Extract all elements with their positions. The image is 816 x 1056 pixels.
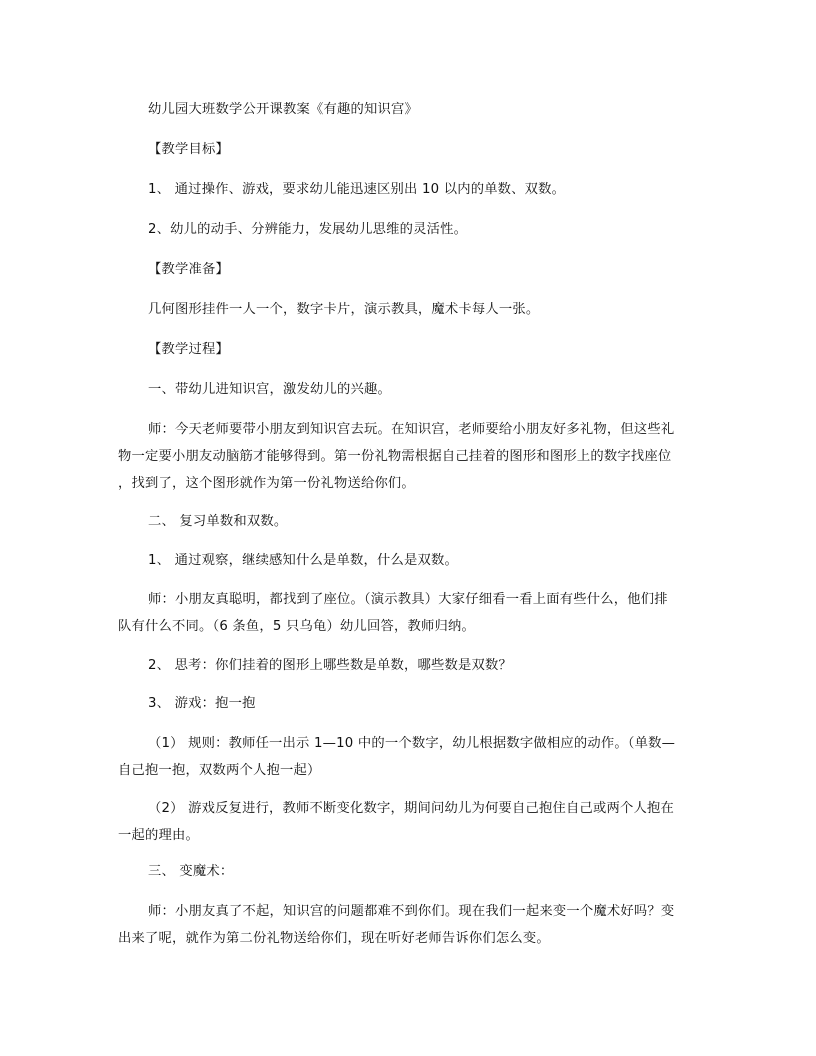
paragraph-line: 出来了呢，就作为第二份礼物送给你们，现在听好老师告诉你们怎么变。 [118, 931, 550, 946]
paragraph-line: 一起的理由。 [118, 828, 199, 843]
paragraph-line: 物一定要小朋友动脑筋才能够得到。第一份礼物需根据自己挂着的图形和图形上的数字找座位 [118, 449, 672, 464]
heading-teaching-process: 【教学过程】 [148, 342, 229, 357]
paragraph-line: 师：小朋友真聪明，都找到了座位。（演示教具）大家仔细看一看上面有些什么，他们排 [148, 592, 668, 607]
teacher-paragraph-3 [118, 898, 675, 952]
paragraph-line: 师：今天老师要带小朋友到知识宫去玩。在知识宫，老师要给小朋友好多礼物，但这些礼 [148, 422, 675, 437]
rule-paragraph-2 [118, 795, 674, 849]
rule-paragraph-1 [118, 730, 676, 784]
heading-teaching-prep: 【教学准备】 [148, 262, 229, 277]
sub-item-2-3: 3、 游戏：抱一抱 [148, 696, 256, 711]
step-2-heading: 二、 复习单数和双数。 [148, 514, 288, 529]
sub-item-2-2: 2、 思考：你们挂着的图形上哪些数是单数，哪些数是双数？ [148, 658, 513, 673]
paragraph-line: 队有什么不同。（6 条鱼，5 只乌龟）幼儿回答，教师归纳。 [118, 619, 475, 634]
teacher-paragraph-1 [118, 416, 675, 497]
goal-item-2: 2、幼儿的动手、分辨能力，发展幼儿思维的灵活性。 [148, 222, 468, 237]
sub-item-2-1: 1、 通过观察，继续感知什么是单数，什么是双数。 [148, 553, 459, 568]
paragraph-line: （1） 规则：教师任一出示 1—10 中的一个数字，幼儿根据数字做相应的动作。（单数— [148, 736, 676, 751]
paragraph-line: 自己抱一抱，双数两个人抱一起） [118, 763, 321, 778]
paragraph-line: 师：小朋友真了不起，知识宫的问题都难不到你们。现在我们一起来变一个魔术好吗？变 [148, 904, 675, 919]
step-1-heading: 一、带幼儿进知识宫，激发幼儿的兴趣。 [148, 382, 391, 397]
goal-item-1: 1、 通过操作、游戏，要求幼儿能迅速区别出 10 以内的单数、双数。 [148, 182, 566, 197]
step-3-heading: 三、 变魔术： [148, 864, 234, 879]
paragraph-line: （2） 游戏反复进行，教师不断变化数字，期间问幼儿为何要自己抱住自己或两个人抱在 [148, 801, 674, 816]
teacher-paragraph-2 [118, 586, 668, 640]
document-title: 幼儿园大班数学公开课教案《有趣的知识宫》 [148, 102, 418, 117]
paragraph-line: ，找到了，这个图形就作为第一份礼物送给你们。 [118, 476, 415, 491]
heading-teaching-goal: 【教学目标】 [148, 142, 229, 157]
prep-paragraph: 几何图形挂件一人一个，数字卡片，演示教具，魔术卡每人一张。 [148, 302, 540, 317]
